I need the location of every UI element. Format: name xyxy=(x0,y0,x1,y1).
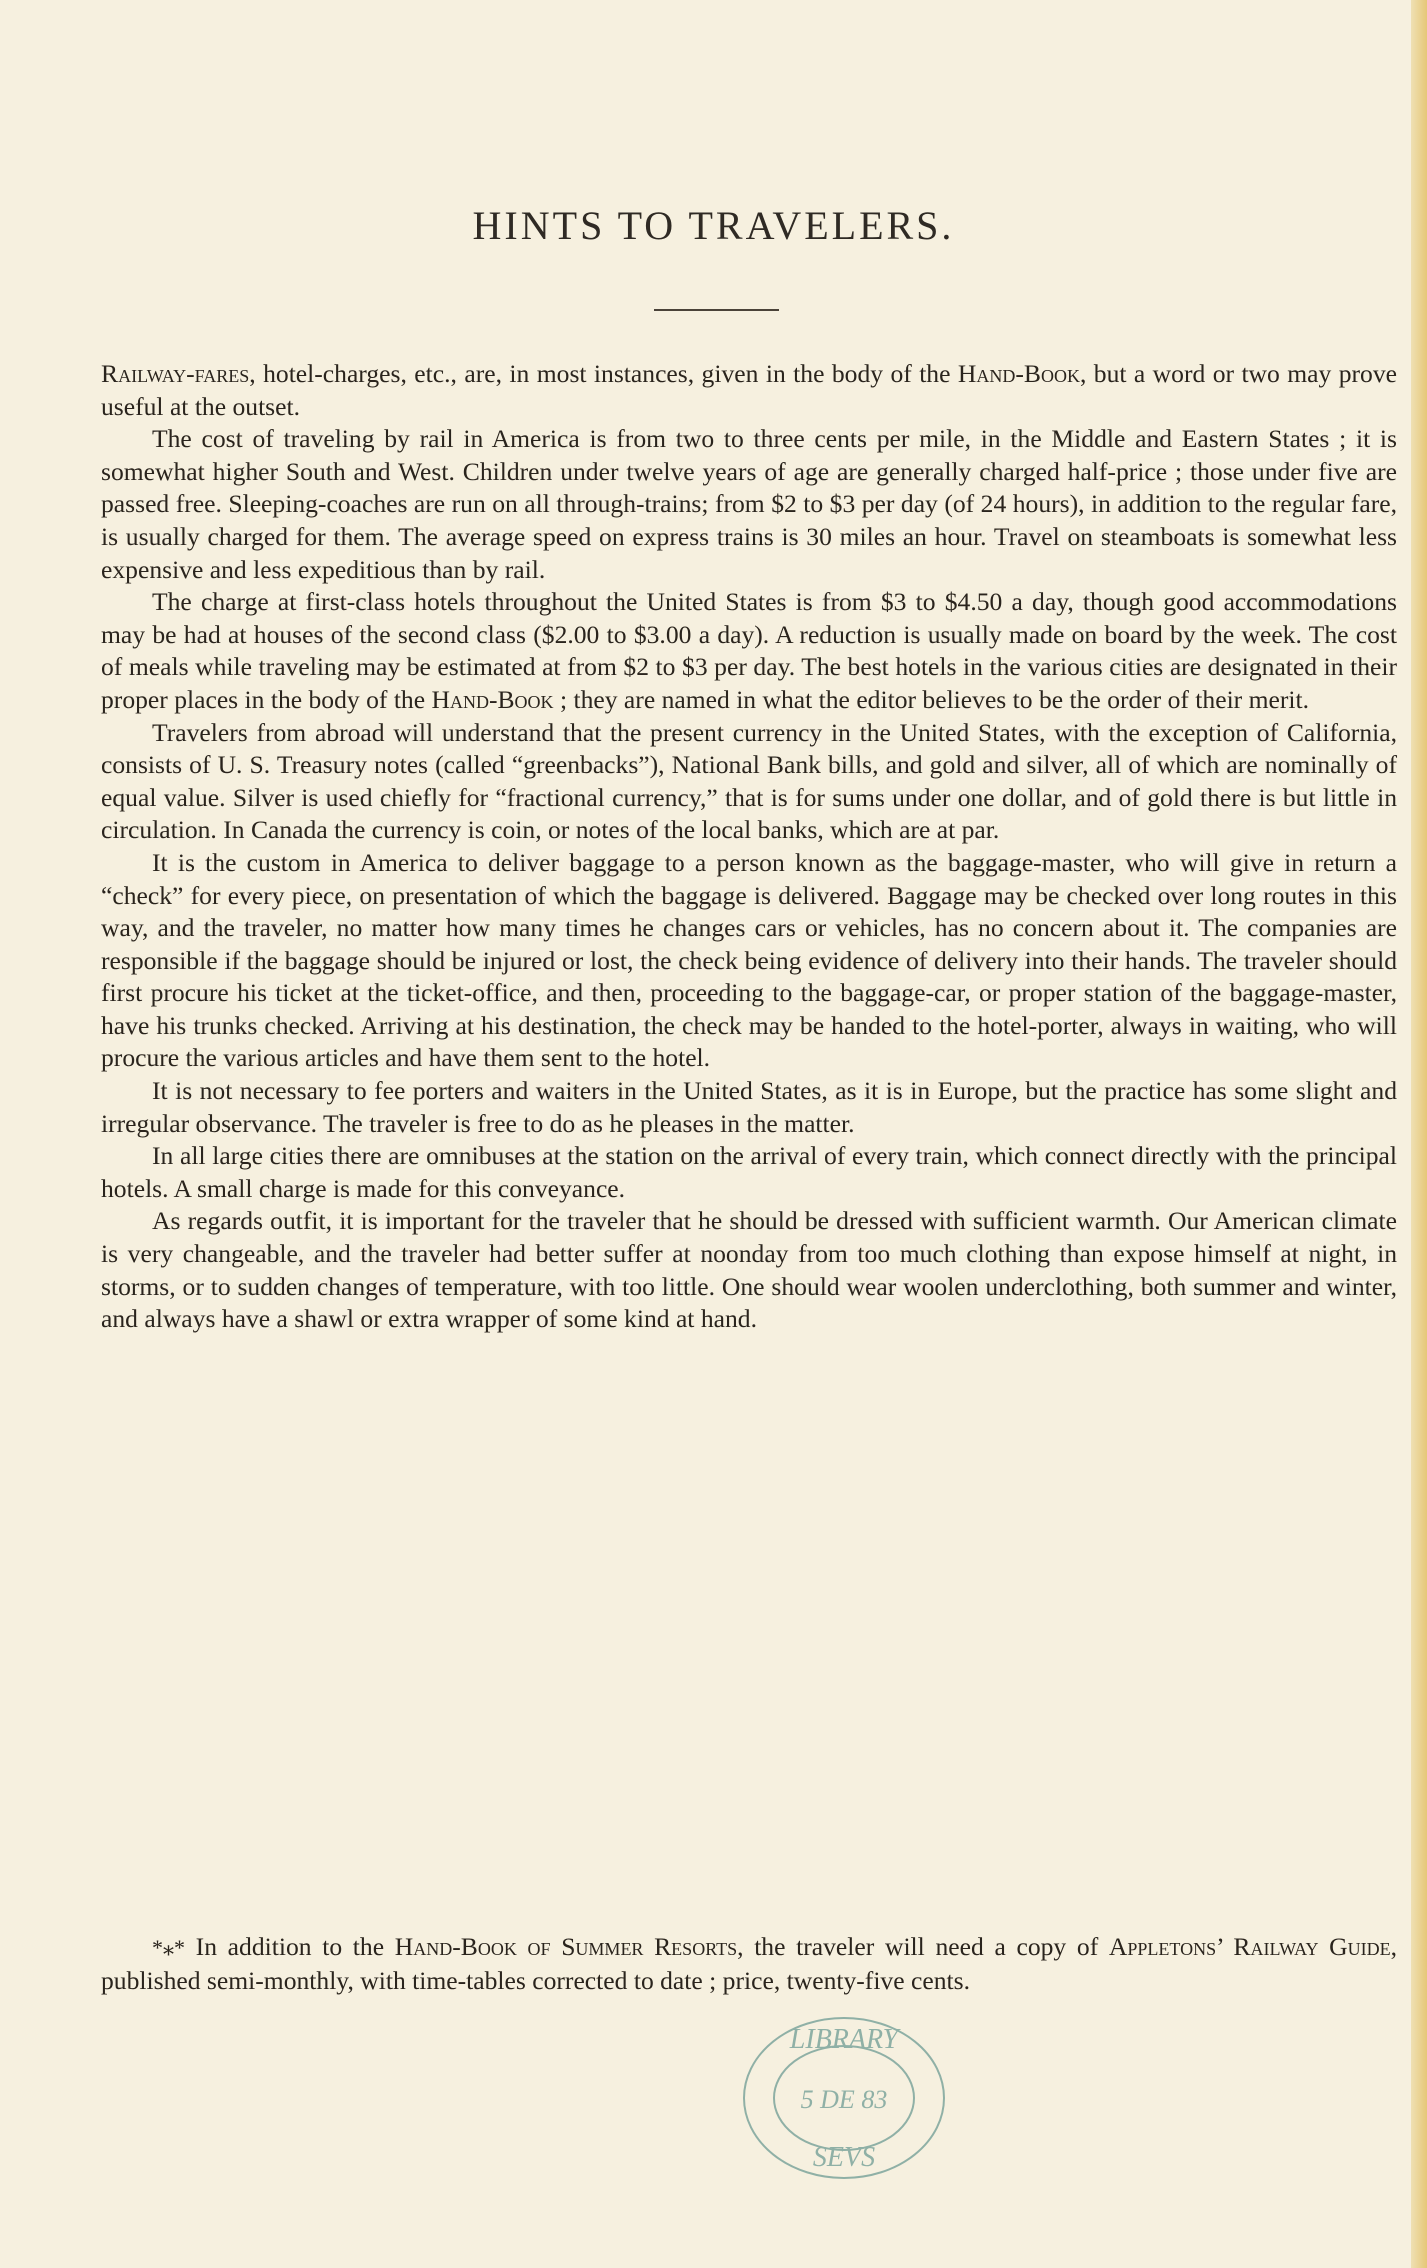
stamp-bottom-text: SEVS xyxy=(812,2142,876,2173)
paragraph-baggage: It is the custom in America to deliver baggage to a person known as the baggage-master, who will give in return a “check” for every piece, on presentation of which the baggage is delivered. Baggage may be checked over long routes in this way, and the traveler, no matter how many times he changes cars or vehicles, has no concern about it. The companies are responsible if the baggage should be injured or lost, the check being evidence of delivery into their hands. The traveler should first procure his ticket at the ticket-office, and then, proceeding to the baggage-car, or proper station of the baggage-master, have his trunks checked. Arriving at his destination, the check may be handed to the hotel-porter, always in waiting, who will procure the various articles and have them sent to the hotel. xyxy=(101,847,1397,1073)
library-stamp xyxy=(728,2006,960,2186)
paragraph-railway-fares: Railway-fares, hotel-charges, etc., are, in most instances, given in the body of the Hand-Book, but a word or two may prove useful at the outset. xyxy=(101,359,1398,421)
paragraph-currency: Travelers from abroad will understand that the present currency in the United States, with the exception of California, consists of U. S. Treasury notes (called “greenbacks”), National Bank bills, and gold and silver, all of which are nominally of equal value. Silver is used chiefly for “fractional currency,” that is for sums under one dollar, and of gold there is but little in circulation. In Canada the currency is coin, or notes of the local banks, which are at par. xyxy=(101,717,1397,845)
title-rule xyxy=(654,309,779,311)
asterism: *⁎* xyxy=(152,1935,185,1960)
paragraph-omnibuses: In all large cities there are omnibuses at the station on the arrival of every train, which connect directly with the principal hotels. A small charge is made for this conveyance. xyxy=(101,1141,1397,1203)
stamp-date: 5 DE 83 xyxy=(800,2085,888,2114)
page-title: HINTS TO TRAVELERS. xyxy=(472,203,955,248)
page-edge xyxy=(1411,0,1427,2268)
paragraph-outfit: As regards outfit, it is important for the traveler that he should be dressed with sufficient warmth. Our American climate is very changeable, and the traveler had better suffer at noonday from too much clothing than expose himself at night, in storms, or to sudden changes of temperature, with too little. One should wear woolen underclothing, both summer and winter, and always have a shawl or extra wrapper of some kind at hand. xyxy=(101,1206,1397,1334)
paragraph-hotel-charges: The charge at first-class hotels throughout the United States is from $3 to $4.50 a day, though good accommodations may be had at houses of the second class ($2.00 to $3.00 a day). A reduction is usually made on board by the week. The cost of meals while traveling may be estimated at from $2 to $3 per day. The best hotels in the various cities are designated in their proper places in the body of the Hand-Book ; they are named in what the editor believes to be the order of their merit. xyxy=(101,587,1397,714)
railway-guide-title: Appletons’ Railway Guide xyxy=(1108,1932,1391,1961)
handbook-title: Hand-Book of Summer Resorts xyxy=(394,1932,738,1961)
paragraph-porters: It is not necessary to fee porters and waiters in the United States, as it is in Europe, but the practice has some slight and irregular observance. The traveler is free to do as he pleases in the matter. xyxy=(101,1076,1397,1138)
stamp-top-text: LIBRARY xyxy=(789,2024,899,2055)
handbook-ref: Hand-Book xyxy=(431,684,554,714)
lead-words: Railway-fares xyxy=(101,359,250,388)
footnote-text: *⁎* In addition to the Hand-Book of Summer Resorts, the traveler will need a copy of Appletons’ Railway Guide, published semi-monthly, with time-tables corrected to date ; price, twenty-five cents. xyxy=(101,1932,1397,1995)
paragraph-rail-cost: The cost of traveling by rail in America is from two to three cents per mile, in the Middle and Eastern States ; it is somewhat higher South and West. Children under twelve years of age are generally charged half-price ; those under five are passed free. Sleeping-coaches are run on all through-trains; from $2 to $3 per day (of 24 hours), in addition to the regular fare, is usually charged for them. The average speed on express trains is 30 miles an hour. Travel on steamboats is somewhat less expensive and less expeditious than by rail. xyxy=(101,424,1397,584)
body-text xyxy=(101,358,1397,1336)
footnote xyxy=(101,1931,1397,1997)
handbook-ref: Hand-Book xyxy=(957,359,1080,388)
